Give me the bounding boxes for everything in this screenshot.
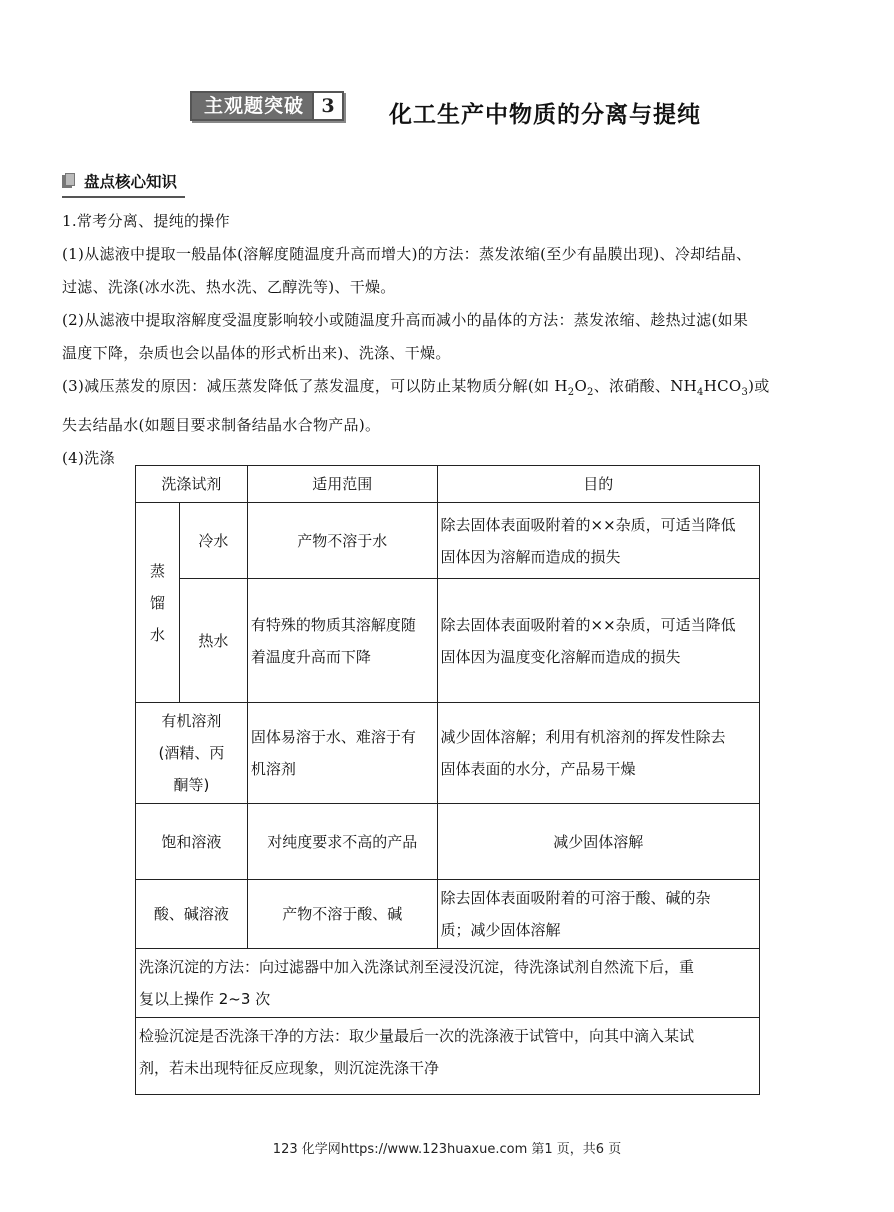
cell-line: 剂，若未出现特征反应现象，则沉淀洗涤干净 (139, 1059, 440, 1077)
table-row (136, 503, 760, 579)
table-row (136, 703, 760, 804)
document-icon (62, 173, 76, 189)
paragraph-2-line-2: 过滤、洗涤(冰水洗、热水洗、乙醇洗等)、干燥。 (62, 278, 396, 296)
table-cell (437, 503, 759, 579)
table-header: 适用范围 (247, 466, 437, 503)
cell-line: 有特殊的物质其溶解度随 (250, 615, 416, 634)
washing-method-cell (136, 949, 760, 1018)
paragraph-block (62, 205, 837, 475)
cell-line: 固体易溶于水、难溶于有 (250, 728, 416, 746)
cell-line: 减少固体溶解；利用有机溶剂的挥发性除去 (440, 728, 726, 746)
paragraph-3-line-2: 温度下降，杂质也会以晶体的形式析出来)、洗涤、干燥。 (62, 344, 451, 362)
paragraph-4-line-1 (62, 370, 837, 409)
text-run: )或 (748, 377, 770, 395)
table-cell: 热水 (179, 579, 247, 703)
cell-line: 除去固体表面吸附着的××杂质，可适当降低 (440, 515, 736, 534)
subscript: 4 (697, 387, 704, 398)
paragraph-5: (4)洗涤 (62, 449, 115, 467)
table-cell (437, 579, 759, 703)
table-cell: 产物不溶于水 (247, 503, 437, 579)
subscript: 2 (587, 387, 594, 398)
subscript: 3 (741, 387, 749, 398)
cell-line: 除去固体表面吸附着的可溶于酸、碱的杂 (440, 889, 711, 907)
table-cell: 对纯度要求不高的产品 (247, 804, 437, 880)
cell-line: 固体因为溶解而造成的损失 (440, 547, 621, 566)
table-cell (437, 880, 759, 949)
table-cell (247, 579, 437, 703)
table-cell: 饱和溶液 (136, 804, 248, 880)
page-title: 化工生产中物质的分离与提纯 (389, 102, 701, 128)
cell-line: 除去固体表面吸附着的××杂质，可适当降低 (440, 615, 736, 634)
distilled-char: 馏 (149, 593, 165, 612)
table-cell (437, 703, 759, 804)
cell-line: 着温度升高而下降 (250, 647, 371, 666)
paragraph-3-line-1: (2)从滤液中提取溶解度受温度影响较小或随温度升高而减小的晶体的方法：蒸发浓缩、趁热过滤(如果 (62, 311, 749, 329)
cell-line: 固体表面的水分，产品易干燥 (440, 760, 636, 778)
table-header-row (136, 466, 760, 503)
table-cell: 冷水 (179, 503, 247, 579)
cell-line: 洗涤沉淀的方法：向过滤器中加入洗涤试剂至浸没沉淀，待洗涤试剂自然流下后，重 (139, 958, 695, 976)
table-row (136, 949, 760, 1018)
subscript: 2 (567, 387, 575, 398)
distilled-water-cell (136, 503, 180, 703)
table-row (136, 804, 760, 880)
paragraph-2-line-1: (1)从滤液中提取一般晶体(溶解度随温度升高而增大)的方法：蒸发浓缩(至少有晶膜出现)、冷却结晶、 (62, 245, 752, 263)
cell-line: 复以上操作 2~3 次 (139, 990, 271, 1008)
cell-line: 固体因为温度变化溶解而造成的损失 (440, 647, 681, 666)
cell-line: (酒精、丙 (158, 744, 225, 762)
table-row (136, 579, 760, 703)
badge-number: 3 (312, 93, 342, 119)
table-row (136, 1018, 760, 1095)
cell-line: 有机溶剂 (161, 712, 222, 730)
text-run: O (574, 377, 588, 395)
section-title: 盘点核心知识 (84, 173, 178, 191)
distilled-char: 水 (149, 625, 165, 644)
distilled-char: 蒸 (149, 561, 165, 580)
cell-line: 机溶剂 (250, 760, 296, 778)
table-cell: 减少固体溶解 (437, 804, 759, 880)
table-cell (247, 703, 437, 804)
paragraph-4-line-2: 失去结晶水(如题目要求制备结晶水合物产品)。 (62, 416, 381, 434)
text-run: HCO (703, 377, 742, 395)
table-header: 洗涤试剂 (136, 466, 248, 503)
cell-line: 酮等) (173, 776, 210, 794)
check-method-cell (136, 1018, 760, 1095)
washing-table (135, 465, 760, 1095)
table-row (136, 880, 760, 949)
badge-label: 主观题突破 (192, 93, 312, 119)
page-footer: 123 化学网https://www.123huaxue.com 第1 页，共6 页 (272, 1142, 622, 1157)
table-cell: 酸、碱溶液 (136, 880, 248, 949)
cell-line: 检验沉淀是否洗涤干净的方法：取少量最后一次的洗涤液于试管中，向其中滴入某试 (139, 1027, 695, 1045)
section-heading (62, 170, 185, 198)
topic-badge (190, 91, 344, 121)
paragraph-1: 1.常考分离、提纯的操作 (62, 212, 230, 230)
text-run: 、浓硝酸、NH (593, 377, 698, 395)
text-run: (3)减压蒸发的原因：减压蒸发降低了蒸发温度，可以防止某物质分解(如 H (62, 377, 568, 395)
table-header: 目的 (437, 466, 759, 503)
cell-line: 质；减少固体溶解 (440, 921, 561, 939)
table-cell (136, 703, 248, 804)
table-cell: 产物不溶于酸、碱 (247, 880, 437, 949)
